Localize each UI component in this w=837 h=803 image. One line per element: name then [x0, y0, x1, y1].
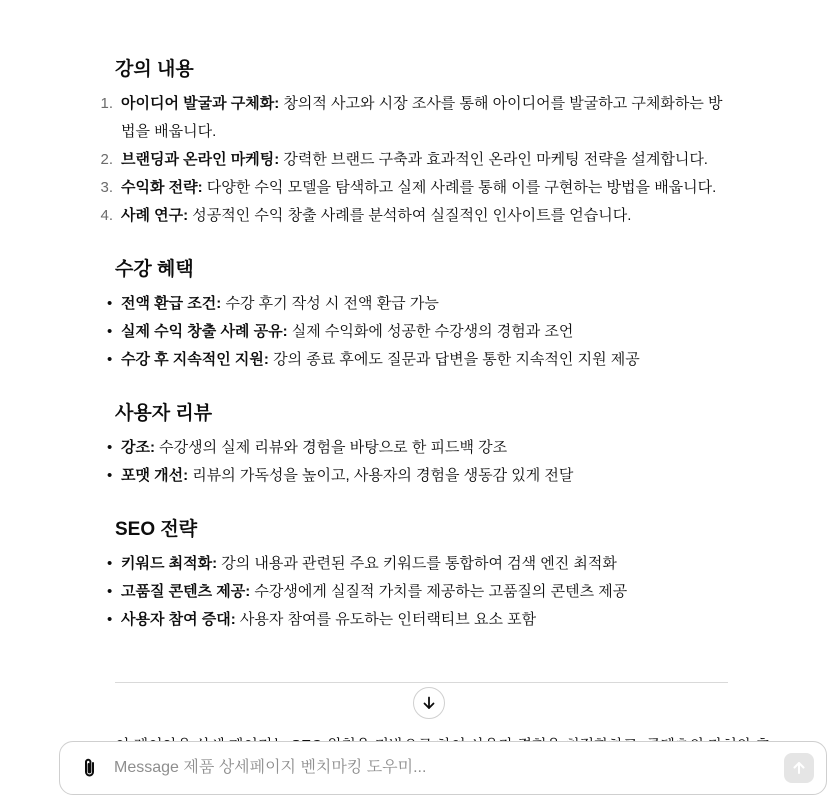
paperclip-icon [80, 757, 100, 779]
bullet-marker: • [107, 611, 113, 628]
bullet-marker: • [107, 467, 113, 484]
bullet-marker: • [107, 439, 113, 456]
item-label: 키워드 최적화: [121, 555, 218, 572]
list-item [107, 462, 731, 490]
item-label: 강조: [121, 439, 155, 456]
list-item [107, 578, 731, 606]
item-text: 강의 내용과 관련된 주요 키워드를 통합하여 검색 엔진 최적화 [217, 555, 617, 572]
attach-button[interactable] [78, 756, 102, 780]
list-marker: 4. [100, 207, 113, 224]
item-label: 전액 환급 조건: [121, 295, 222, 312]
list-item [107, 434, 731, 462]
section-heading-user-reviews: 사용자 리뷰 [115, 403, 213, 424]
send-button[interactable] [784, 753, 814, 783]
list-marker: 2. [100, 151, 113, 168]
list-marker: 1. [100, 95, 113, 112]
scroll-to-bottom-button[interactable] [413, 687, 445, 719]
list-item [107, 606, 731, 634]
item-text: 창의적 사고와 시장 조사를 통해 아이디어를 발굴하고 구체화하는 방법을 배웁니다. [121, 95, 723, 140]
item-text: 수강생의 실제 리뷰와 경험을 바탕으로 한 피드백 강조 [154, 439, 508, 456]
section-heading-benefits: 수강 혜택 [115, 259, 194, 280]
list-item [100, 90, 731, 146]
arrow-down-icon [421, 695, 437, 711]
list-item [107, 318, 731, 346]
item-label: 수강 후 지속적인 지원: [121, 351, 269, 368]
item-label: 고품질 콘텐츠 제공: [121, 583, 251, 600]
list-item [107, 290, 731, 318]
list-item [107, 346, 731, 374]
item-label: 사용자 참여 증대: [121, 611, 236, 628]
item-text: 다양한 수익 모델을 탐색하고 실제 사례를 통해 이를 구현하는 방법을 배웁니다. [202, 179, 717, 196]
item-label: 포맷 개선: [121, 467, 189, 484]
item-label: 수익화 전략: [121, 179, 203, 196]
item-label: 사례 연구: [121, 207, 189, 224]
message-input[interactable] [114, 756, 754, 780]
list-item [100, 202, 731, 230]
item-text: 강력한 브랜드 구축과 효과적인 온라인 마케팅 전략을 설계합니다. [279, 151, 708, 168]
list-item [100, 174, 731, 202]
section-heading-seo-strategy: SEO 전략 [115, 519, 198, 540]
item-label: 브랜딩과 온라인 마케팅: [121, 151, 280, 168]
item-text: 수강생에게 실질적 가치를 제공하는 고품질의 콘텐츠 제공 [250, 583, 628, 600]
item-text: 성공적인 수익 창출 사례를 분석하여 실질적인 인사이트를 얻습니다. [188, 207, 632, 224]
item-text: 리뷰의 가독성을 높이고, 사용자의 경험을 생동감 있게 전달 [188, 467, 574, 484]
list-marker: 3. [100, 179, 113, 196]
message-composer [59, 741, 827, 795]
section-heading-course-content: 강의 내용 [115, 59, 194, 80]
bullet-marker: • [107, 295, 113, 312]
arrow-up-icon [792, 761, 806, 775]
list-item [100, 146, 731, 174]
item-label: 실제 수익 창출 사례 공유: [121, 323, 288, 340]
list-item [107, 550, 731, 578]
bullet-marker: • [107, 555, 113, 572]
item-text: 강의 종료 후에도 질문과 답변을 통한 지속적인 지원 제공 [268, 351, 640, 368]
item-label: 아이디어 발굴과 구체화: [121, 95, 280, 112]
horizontal-divider [115, 682, 728, 683]
bullet-marker: • [107, 323, 113, 340]
bullet-marker: • [107, 583, 113, 600]
item-text: 수강 후기 작성 시 전액 환급 가능 [221, 295, 439, 312]
bullet-marker: • [107, 351, 113, 368]
item-text: 사용자 참여를 유도하는 인터랙티브 요소 포함 [235, 611, 537, 628]
item-text: 실제 수익화에 성공한 수강생의 경험과 조언 [287, 323, 574, 340]
